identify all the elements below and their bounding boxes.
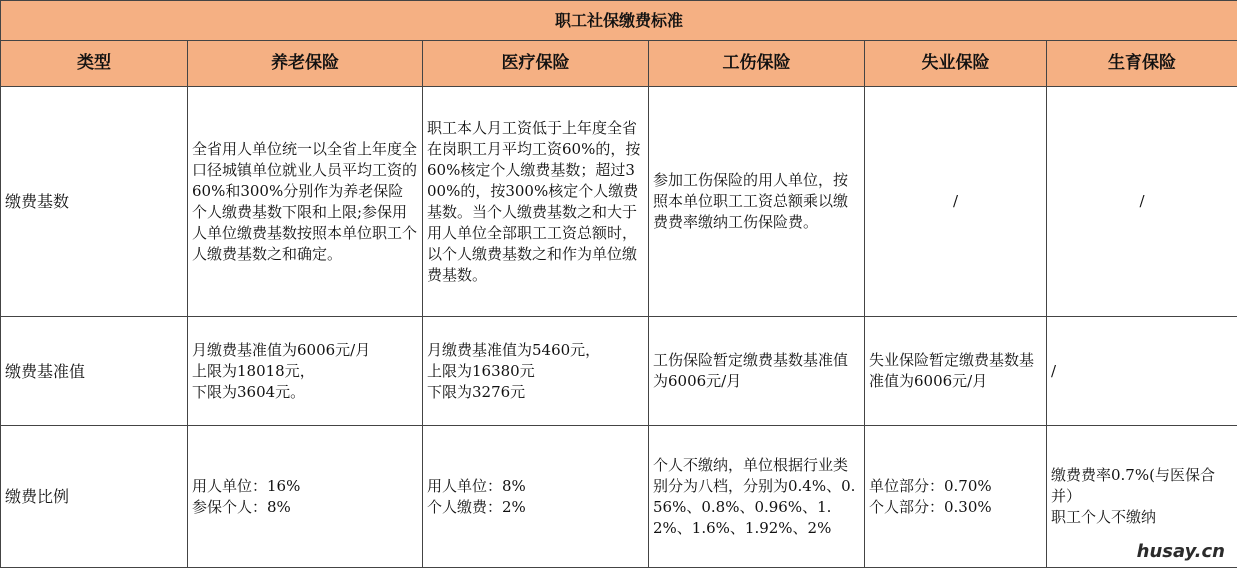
cell-line: 下限为3604元。 [192,382,306,401]
cell-medical-ratio [423,426,649,568]
cell-line: 个人部分：0.30% [869,497,992,516]
header-pension: 养老保险 [188,41,423,87]
table-row [1,426,1237,568]
cell-maternity-base: / [1047,87,1237,317]
cell-pension-ratio [188,426,423,568]
table-row [1,317,1237,426]
row-label-contribution-base: 缴费基数 [1,87,188,317]
table-title: 职工社保缴费标准 [1,1,1237,41]
header-row [1,41,1237,87]
cell-line: 失业保险暂定缴费基数基准值为6006元/月 [869,351,1035,390]
cell-line: 缴费费率0.7%(与医保合并） [1051,466,1215,505]
cell-line: 单位部分：0.70% [869,476,992,495]
cell-line: 月缴费基准值为5460元， [427,340,601,359]
cell-line: 上限为18018元， [192,361,315,380]
cell-line: 用人单位：16% [192,476,301,495]
cell-line: 下限为3276元 [427,382,526,401]
cell-line: 个人不缴纳，单位根据行业类别分为八档，分别为0.4%、0.56%、0.8%、0.96%、1.2%、1.6%、1.92%、2% [653,455,856,537]
cell-line: 月缴费基准值为6006元/月 [192,340,371,359]
cell-line: 职工个人不缴纳 [1051,508,1157,526]
cell-pension-base: 全省用人单位统一以全省上年度全口径城镇单位就业人员平均工资的60%和300%分别作为养老保险个人缴费基数下限和上限;参保用人单位缴费基数按照本单位职工个人缴费基数之和确定。 [188,87,423,317]
header-work-injury: 工伤保险 [649,41,865,87]
cell-line: / [1051,361,1057,380]
cell-line: 用人单位：8% [427,476,526,495]
cell-line: 工伤保险暂定缴费基数基准值为6006元/月 [653,351,849,390]
cell-work-injury-base: 参加工伤保险的用人单位，按照本单位职工工资总额乘以缴费费率缴纳工伤保险费。 [649,87,865,317]
cell-unemployment-base: / [865,87,1047,317]
cell-pension-base-value [188,317,423,426]
cell-medical-base-value [423,317,649,426]
header-maternity: 生育保险 [1047,41,1237,87]
cell-maternity-base-value [1047,317,1237,426]
watermark-logo: husay.cn [1136,541,1225,562]
cell-medical-base: 职工本人月工资低于上年度全省在岗职工月平均工资60%的，按60%核定个人缴费基数；超过300%的，按300%核定个人缴费基数。当个人缴费基数之和大于用人单位全部职工工资总额时，以个人缴费基数之和作为单位缴费基数。 [423,87,649,317]
header-unemployment: 失业保险 [865,41,1047,87]
header-medical: 医疗保险 [423,41,649,87]
row-label-base-value: 缴费基准值 [1,317,188,426]
table-row [1,87,1237,317]
cell-work-injury-base-value [649,317,865,426]
cell-line: 上限为16380元 [427,361,535,380]
cell-work-injury-ratio [649,426,865,568]
header-type: 类型 [1,41,188,87]
cell-line: 参保个人：8% [192,497,291,516]
cell-unemployment-ratio [865,426,1047,568]
cell-unemployment-base-value [865,317,1047,426]
cell-line: 个人缴费：2% [427,497,526,516]
row-label-contribution-ratio: 缴费比例 [1,426,188,568]
